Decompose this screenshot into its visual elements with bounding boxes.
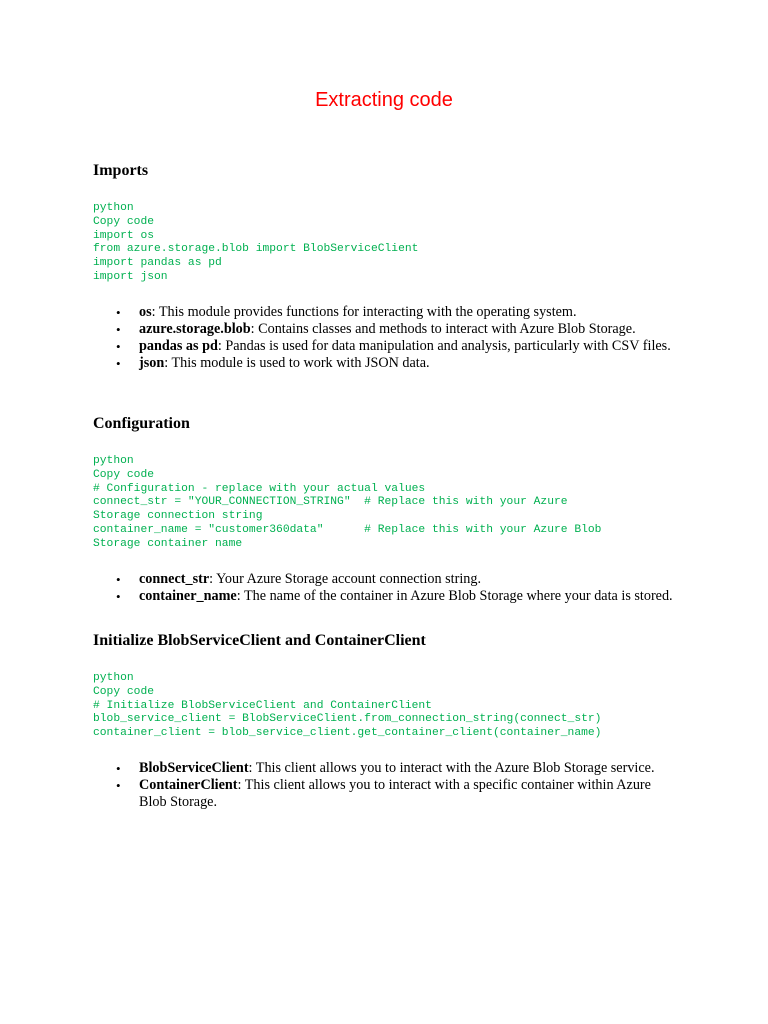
section-heading: Initialize BlobServiceClient and ContainerClient [93,632,426,649]
bullet-icon: • [116,588,121,604]
bullet-icon: • [116,304,121,320]
code-line: container_name = "customer360data" # Replace this with your Azure Blob [93,523,602,536]
code-line: import os [93,229,155,242]
bullet-list [93,760,693,811]
bullet-list [93,304,693,372]
code-line: Storage connection string [93,510,263,523]
code-line: import pandas as pd [93,257,222,270]
code-line: from azure.storage.blob import BlobServiceClient [93,243,419,256]
section-heading: Imports [93,162,149,179]
bullet-icon: • [116,777,121,793]
section-configuration [93,414,693,605]
section-imports [93,161,693,372]
bullet-text: : This module is used to work with JSON data. [164,354,430,371]
list-item [93,338,679,355]
list-item [93,321,679,338]
list-item [93,760,679,777]
bullet-list [93,571,693,605]
bullet-text: : The name of the container in Azure Blob Storage where your data is stored. [236,587,673,604]
code-line: # Configuration - replace with your actual values [93,482,426,495]
code-line: Copy code [93,685,155,698]
bullet-text: : This client allows you to interact with the Azure Blob Storage service. [248,759,655,776]
bullet-term: azure.storage.blob [139,320,251,337]
code-line: Copy code [93,468,155,481]
code-line: Storage container name [93,537,243,550]
bullet-term: connect_str [139,570,210,587]
code-line: container_client = blob_service_client.get_container_client(container_name) [93,727,602,740]
bullet-text: : This client allows you to interact with a specific container within Azure Blob Storage. [139,776,651,810]
bullet-term: os [139,303,152,320]
bullet-term: json [139,354,165,371]
bullet-term: BlobServiceClient [139,759,249,776]
bullet-text: : This module provides functions for interacting with the operating system. [151,303,577,320]
code-line: python [93,455,134,467]
code-line: # Initialize BlobServiceClient and ContainerClient [93,699,432,712]
code-block [93,672,693,741]
document-title: Extracting code [315,89,453,111]
section-heading: Configuration [93,415,190,432]
bullet-term: container_name [139,587,237,604]
list-item [93,588,679,605]
bullet-icon: • [116,760,121,776]
section-initialize [93,631,693,811]
code-line: connect_str = "YOUR_CONNECTION_STRING" # Replace this with your Azure [93,496,568,509]
code-line: python [93,672,134,684]
bullet-term: pandas as pd [139,337,218,354]
code-line: blob_service_client = BlobServiceClient.from_connection_string(connect_str) [93,713,602,726]
bullet-term: ContainerClient [139,776,238,793]
bullet-icon: • [116,321,121,337]
bullet-icon: • [116,571,121,587]
bullet-icon: • [116,355,121,371]
code-line: import json [93,270,168,283]
code-block [93,202,693,285]
bullet-icon: • [116,338,121,354]
list-item [93,777,679,811]
code-line: python [93,202,134,214]
list-item [93,304,679,321]
bullet-text: : Your Azure Storage account connection string. [209,570,482,587]
bullet-text: : Pandas is used for data manipulation and analysis, particularly with CSV files. [217,337,671,354]
code-line: Copy code [93,215,155,228]
list-item [93,571,679,588]
list-item [93,355,679,372]
code-block [93,455,693,552]
bullet-text: : Contains classes and methods to interact with Azure Blob Storage. [250,320,636,337]
